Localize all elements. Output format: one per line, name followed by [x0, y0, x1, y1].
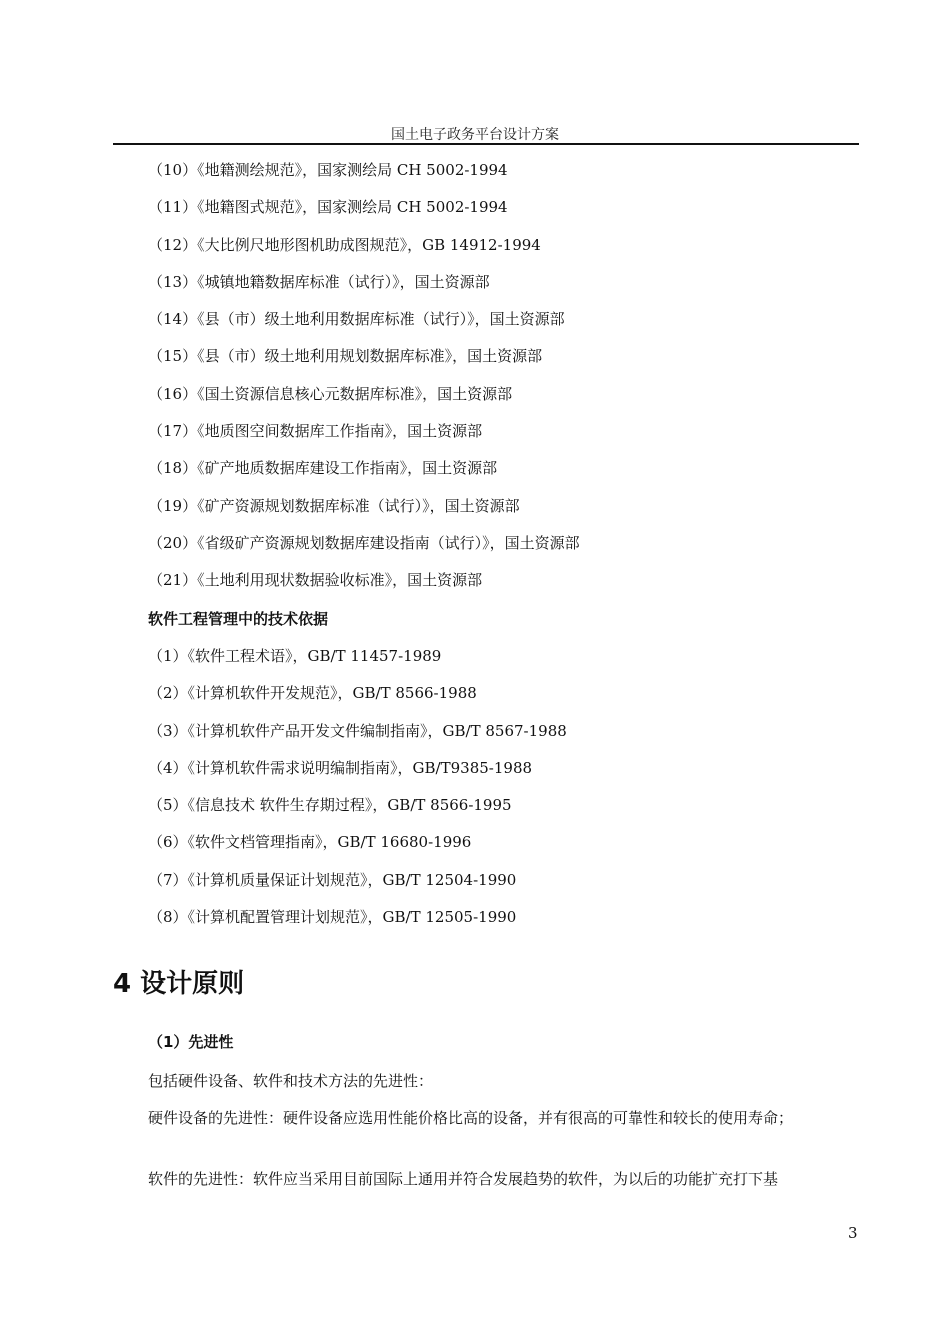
software-section-heading: 软件工程管理中的技术依据	[148, 610, 329, 628]
list-item: （12）《大比例尺地形图机助成图规范》，GB 14912-1994	[148, 235, 541, 254]
list-item: （1）《软件工程术语》，GB/T 11457-1989	[148, 647, 442, 665]
header-divider	[113, 143, 859, 145]
software-standards-list	[148, 646, 567, 944]
list-item: （20）《省级矿产资源规划数据库建设指南（试行）》，国土资源部	[148, 533, 580, 552]
principle-heading: （1）先进性	[148, 1033, 234, 1051]
list-item: （17）《地质图空间数据库工作指南》，国土资源部	[148, 422, 483, 441]
list-item: （15）《县（市）级土地利用规划数据库标准》，国土资源部	[148, 347, 543, 366]
list-item: （6）《软件文档管理指南》，GB/T 16680-1996	[148, 833, 472, 852]
list-item: （16）《国土资源信息核心元数据库标准》，国土资源部	[148, 384, 513, 403]
list-item: （7）《计算机质量保证计划规范》，GB/T 12504-1990	[148, 870, 517, 889]
section-title: 4 设计原则	[113, 969, 245, 999]
list-item: （14）《县（市）级土地利用数据库标准（试行）》，国土资源部	[148, 310, 565, 329]
list-item: （5）《信息技术 软件生存期过程》，GB/T 8566-1995	[148, 796, 512, 815]
list-item: （21）《土地利用现状数据验收标准》，国土资源部	[148, 571, 483, 590]
standards-list	[148, 160, 580, 608]
paragraph: 硬件设备的先进性：硬件设备应选用性能价格比高的设备，并有很高的可靠性和较长的使用寿命；	[148, 1109, 794, 1127]
list-item: （13）《城镇地籍数据库标准（试行）》，国土资源部	[148, 272, 490, 291]
paragraph: 包括硬件设备、软件和技术方法的先进性：	[148, 1072, 434, 1090]
list-item: （2）《计算机软件开发规范》，GB/T 8566-1988	[148, 684, 477, 703]
list-item: （10）《地籍测绘规范》，国家测绘局 CH 5002-1994	[148, 161, 508, 179]
list-item: （11）《地籍图式规范》，国家测绘局 CH 5002-1994	[148, 198, 508, 217]
list-item: （19）《矿产资源规划数据库标准（试行）》，国土资源部	[148, 496, 520, 515]
page-number: 3	[848, 1224, 858, 1242]
paragraph: 软件的先进性：软件应当采用目前国际上通用并符合发展趋势的软件，为以后的功能扩充打下基	[148, 1170, 779, 1188]
list-item: （8）《计算机配置管理计划规范》，GB/T 12505-1990	[148, 908, 517, 927]
list-item: （4）《计算机软件需求说明编制指南》，GB/T9385-1988	[148, 758, 533, 777]
list-item: （18）《矿产地质数据库建设工作指南》，国土资源部	[148, 459, 498, 478]
page-header-title: 国土电子政务平台设计方案	[391, 127, 559, 143]
list-item: （3）《计算机软件产品开发文件编制指南》，GB/T 8567-1988	[148, 721, 567, 740]
